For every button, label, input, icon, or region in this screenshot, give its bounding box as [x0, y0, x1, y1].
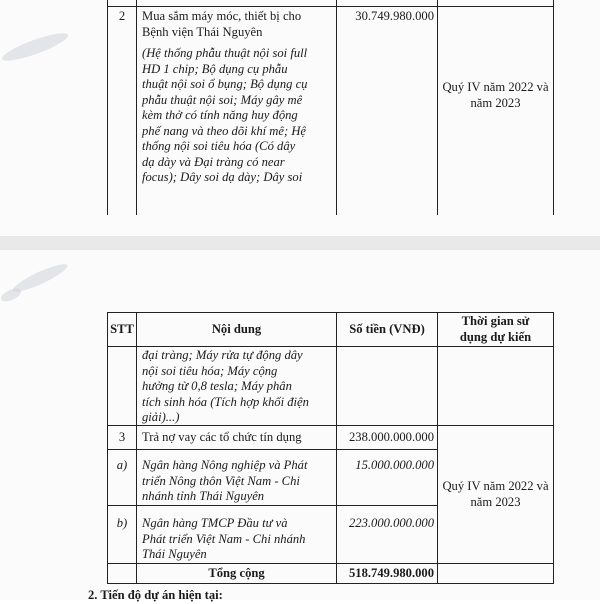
merged-time — [438, 479, 553, 510]
row3-content: Trả nợ vay các tổ chức tín dụng — [142, 430, 302, 444]
table-col-line — [437, 312, 438, 584]
row2-detail-line: phẫu thuật nội soi; Máy gây mê — [142, 92, 303, 107]
continued-line: hưởng từ 0,8 tesla; Máy phân — [142, 379, 292, 393]
row2-detail-line: HD 1 chip; Bộ dụng cụ phẫu — [142, 61, 288, 76]
row-b-line: Ngân hàng TMCP Đầu tư và — [142, 516, 288, 530]
row2-time-line: năm 2023 — [470, 95, 521, 110]
total-amount: 518.749.980.000 — [348, 566, 434, 580]
row2-amount: 30.749.980.000 — [355, 9, 434, 23]
table-col-line — [336, 0, 337, 215]
row-a-amount: 15.000.000.000 — [355, 458, 434, 472]
row2-detail-line: thống nội soi tiêu hóa (Có dây — [142, 139, 296, 153]
row2-detail-line: dạ dày và Đại tràng có near — [142, 154, 285, 169]
row2-time — [438, 80, 553, 111]
merged-time-line: năm 2023 — [470, 494, 521, 509]
row-a-line: triển Nông thôn Việt Nam - Chi — [142, 473, 300, 488]
page-break — [0, 236, 600, 250]
row3-stt: 3 — [118, 430, 126, 444]
row2-time-line: Quý IV năm 2022 và — [442, 80, 549, 94]
table-col-line — [336, 312, 337, 584]
header-time-line: dụng dự kiến — [459, 329, 532, 344]
row-b-content — [142, 516, 305, 563]
table-col-line — [107, 312, 108, 584]
continued-line: nội soi tiêu hóa; Máy cộng — [142, 363, 278, 378]
table-col-line — [553, 0, 554, 215]
continued-line: giải)...) — [142, 410, 180, 424]
row2-detail — [142, 46, 307, 186]
table-row-line — [107, 563, 554, 564]
merged-time-line: Quý IV năm 2022 và — [442, 479, 549, 493]
header-stt: STT — [110, 322, 134, 336]
table-row-line — [107, 346, 554, 347]
header-time-line: Thời gian sử — [461, 314, 530, 328]
row-a-stt: a) — [116, 458, 128, 472]
table-row-line — [107, 449, 438, 450]
row2-content-line: Bệnh viện Thái Nguyên — [142, 24, 263, 39]
row-b-amount: 223.000.000.000 — [348, 516, 434, 530]
table-col-line — [553, 312, 554, 584]
row2-detail-line: (Hệ thống phẫu thuật nội soi full — [142, 46, 308, 60]
continued-line: đại tràng; Máy rửa tự động dây — [142, 348, 303, 362]
table-col-line — [136, 0, 137, 215]
row-a-line: nhánh tỉnh Thái Nguyên — [142, 489, 265, 503]
row2-detail-line: kèm thở có tính năng huy động — [142, 108, 298, 122]
row-a-line: Ngân hàng Nông nghiệp và Phát — [142, 458, 308, 472]
row-a-content — [142, 458, 307, 505]
row2-content — [142, 9, 301, 40]
row-b-line: Thái Nguyên — [142, 547, 207, 561]
row-b-line: Phát triển Việt Nam - Chi nhánh — [142, 531, 306, 546]
table-row-line — [107, 312, 554, 313]
header-amount: Số tiền (VNĐ) — [349, 322, 425, 336]
total-label: Tổng cộng — [208, 566, 265, 580]
section-heading: 2. Tiến độ dự án hiện tại: — [88, 588, 223, 602]
row2-detail-line: phế nang và theo dõi khí mê; Hệ — [142, 123, 307, 138]
row2-detail-line: focus); Dây soi dạ dày; Dây soi — [142, 170, 303, 184]
row2-content-line: Mua sắm máy móc, thiết bị cho — [142, 9, 302, 23]
row2-stt: 2 — [118, 9, 126, 23]
header-time — [438, 314, 553, 345]
continued-line: tích sinh hóa (Tích hợp khối điện — [142, 394, 309, 409]
header-content: Nội dung — [211, 322, 262, 336]
table-border-top — [107, 0, 108, 215]
row2-detail-line: thuật nội soi ổ bụng; Bộ dụng cụ — [142, 77, 308, 91]
continued-detail — [142, 348, 309, 426]
row3-amount: 238.000.000.000 — [348, 430, 434, 444]
table-row-line — [107, 583, 554, 584]
row-b-stt: b) — [116, 516, 128, 530]
table-col-line — [136, 312, 137, 584]
table-row-line — [107, 505, 438, 506]
table-row-line — [107, 6, 554, 7]
